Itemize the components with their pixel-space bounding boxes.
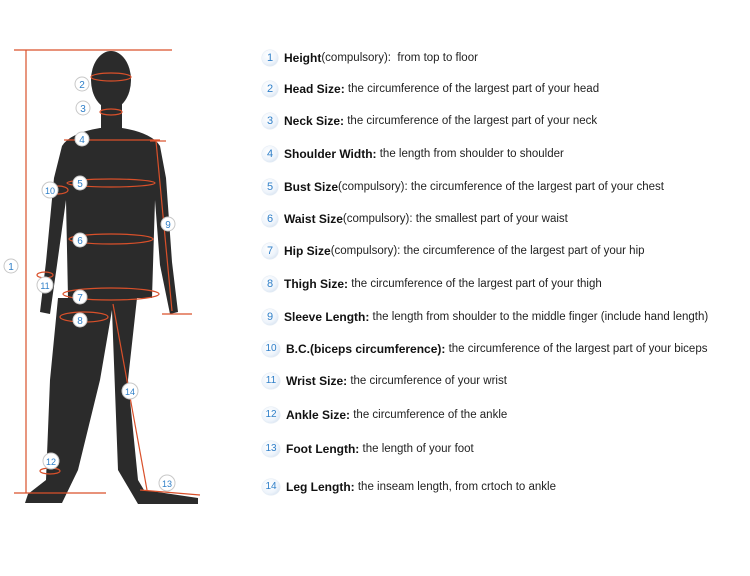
item-term-suffix: (compulsory): <box>342 213 413 225</box>
marker-1 <box>4 259 18 273</box>
item-description: the circumference of the largest part of your neck <box>344 115 598 127</box>
guide-item-bust-size <box>262 176 664 198</box>
item-description: the length of your foot <box>359 443 474 455</box>
guide-item-hip-size <box>262 240 645 262</box>
svg-text:8: 8 <box>77 316 83 327</box>
item-number: 8 <box>262 276 278 292</box>
guide-item-foot-length <box>262 438 474 460</box>
item-description: from top to floor <box>391 52 478 64</box>
svg-text:7: 7 <box>77 293 83 304</box>
item-term: Head Size: <box>284 82 345 96</box>
marker-10 <box>42 182 58 198</box>
marker-14 <box>122 383 138 399</box>
item-description: the circumference of the largest part of your biceps <box>445 343 708 355</box>
marker-4 <box>75 132 89 146</box>
guide-item-waist-size <box>262 208 568 230</box>
guide-item-leg-length <box>262 476 556 498</box>
item-term: Height <box>284 51 322 65</box>
item-number: 12 <box>262 407 280 423</box>
item-term: Sleeve Length: <box>284 310 370 324</box>
item-description: the smallest part of your waist <box>412 213 568 225</box>
item-number: 9 <box>262 309 278 325</box>
item-number: 4 <box>262 146 278 162</box>
item-description: the circumference of your wrist <box>347 375 507 387</box>
item-description: the circumference of the largest part of your chest <box>407 181 664 193</box>
guide-item-biceps <box>262 338 707 360</box>
item-description: the circumference of the largest part of your thigh <box>348 278 602 290</box>
item-term: Shoulder Width: <box>284 147 377 161</box>
item-term: Thigh Size: <box>284 277 348 291</box>
marker-2 <box>75 77 89 91</box>
item-number: 2 <box>262 81 278 97</box>
guide-item-sleeve-length <box>262 306 708 328</box>
marker-7 <box>73 290 87 304</box>
marker-5 <box>73 176 87 190</box>
item-description: the length from shoulder to shoulder <box>376 148 564 160</box>
item-term: Foot Length: <box>286 442 360 456</box>
guide-item-neck-size <box>262 110 597 132</box>
guide-item-height <box>262 47 478 69</box>
svg-text:9: 9 <box>165 220 171 231</box>
item-term-suffix: (compulsory): <box>330 245 401 257</box>
marker-11 <box>37 277 53 293</box>
item-number: 5 <box>262 179 278 195</box>
guide-item-shoulder-width <box>262 143 564 165</box>
item-number: 10 <box>262 341 280 357</box>
item-description: the circumference of the ankle <box>350 409 508 421</box>
guide-item-head-size <box>262 78 599 100</box>
item-term-suffix: (compulsory): <box>321 52 391 64</box>
item-term-suffix: (compulsory): <box>338 181 408 193</box>
svg-text:14: 14 <box>124 387 136 397</box>
item-description: the circumference of the largest part of your head <box>344 83 600 95</box>
item-number: 11 <box>262 373 280 389</box>
marker-6 <box>73 233 87 247</box>
body-silhouette-diagram <box>0 0 250 576</box>
svg-text:2: 2 <box>79 80 85 91</box>
svg-text:10: 10 <box>44 186 56 196</box>
marker-9 <box>161 217 175 231</box>
svg-text:12: 12 <box>45 457 57 467</box>
item-number: 7 <box>262 243 278 259</box>
guide-item-wrist-size <box>262 370 507 392</box>
svg-text:6: 6 <box>77 236 83 247</box>
svg-text:3: 3 <box>80 104 86 115</box>
guide-item-thigh-size <box>262 273 602 295</box>
item-term: Waist Size <box>284 212 343 226</box>
marker-12 <box>43 453 59 469</box>
item-number: 6 <box>262 211 278 227</box>
item-description: the circumference of the largest part of your hip <box>400 245 645 257</box>
item-number: 3 <box>262 113 278 129</box>
guide-item-ankle-size <box>262 404 507 426</box>
item-description: the length from shoulder to the middle finger (include hand length) <box>369 311 709 323</box>
item-term: Hip Size <box>284 244 331 258</box>
item-term: Wrist Size: <box>286 374 348 388</box>
svg-text:5: 5 <box>77 179 83 190</box>
item-number: 1 <box>262 50 278 66</box>
item-term: B.C.(biceps circumference): <box>286 342 446 356</box>
svg-text:1: 1 <box>8 262 14 273</box>
item-term: Leg Length: <box>286 480 355 494</box>
item-description: the inseam length, from crtoch to ankle <box>354 481 557 493</box>
svg-text:4: 4 <box>79 135 85 146</box>
item-term: Neck Size: <box>284 114 345 128</box>
marker-8 <box>73 313 87 327</box>
item-number: 13 <box>262 441 280 457</box>
item-term: Bust Size <box>284 180 339 194</box>
svg-text:13: 13 <box>161 479 173 489</box>
item-number: 14 <box>262 479 280 495</box>
item-term: Ankle Size: <box>286 408 351 422</box>
marker-3 <box>76 101 90 115</box>
svg-text:11: 11 <box>40 281 50 291</box>
marker-13 <box>159 475 175 491</box>
